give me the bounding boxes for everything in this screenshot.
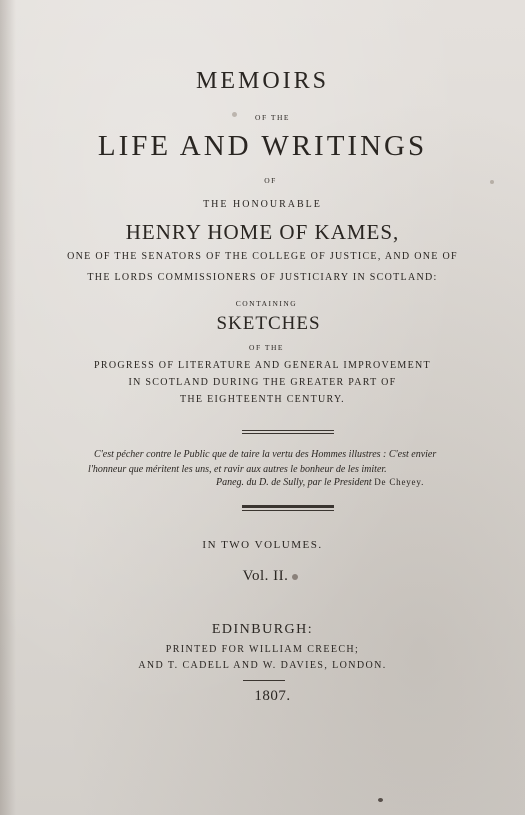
title-of-the-2: OF THE <box>249 343 284 352</box>
in-two-volumes: IN TWO VOLUMES. <box>202 539 323 551</box>
title-henry-home: HENRY HOME OF KAMES, <box>125 220 400 244</box>
epigraph-attribution-prefix: Paneg. du D. de Sully, par le President <box>216 477 372 488</box>
imprint-cadell-davies: AND T. CADELL AND W. DAVIES, LONDON. <box>138 660 387 671</box>
title-the-honourable: THE HONOURABLE <box>203 199 322 210</box>
imprint-year: 1807. <box>254 688 291 704</box>
title-progress-line: PROGRESS OF LITERATURE AND GENERAL IMPROVEMENT <box>94 360 431 371</box>
imprint-short-rule <box>243 680 285 681</box>
epigraph-attribution <box>216 477 424 488</box>
title-life-and-writings: LIFE AND WRITINGS <box>97 130 428 162</box>
imprint-city: EDINBURGH: <box>211 622 314 637</box>
epigraph-attribution-name: De Cheyey. <box>374 477 425 487</box>
title-of: OF <box>264 176 277 185</box>
title-containing: CONTAINING <box>235 299 298 308</box>
volume-number-text: Vol. II. <box>242 568 289 584</box>
divider-thick-rule <box>242 505 334 508</box>
title-century-line: THE EIGHTEENTH CENTURY. <box>180 394 345 405</box>
ink-spot <box>292 574 298 580</box>
volume-number <box>8 568 525 585</box>
title-lords-line: THE LORDS COMMISSIONERS OF JUSTICIARY IN SCOTLAND: <box>87 272 438 283</box>
epigraph-line-2: l'honneur que méritent les uns, et ravir aux autres le bonheur de les imiter. <box>88 464 387 475</box>
divider-rule <box>242 430 334 431</box>
epigraph-line-1: C'est pécher contre le Public que de taire la vertu des Hommes illustres : C'est envier <box>94 449 437 460</box>
title-memoirs: MEMOIRS <box>195 68 330 94</box>
title-senators-line: ONE OF THE SENATORS OF THE COLLEGE OF JUSTICE, AND ONE OF <box>67 251 458 262</box>
divider-rule <box>242 433 334 434</box>
title-scotland-line: IN SCOTLAND DURING THE GREATER PART OF <box>128 377 397 388</box>
divider-thin-rule <box>242 510 334 511</box>
title-of-the: OF THE <box>255 113 290 122</box>
imprint-printed-for: PRINTED FOR WILLIAM CREECH; <box>165 644 360 655</box>
title-sketches: SKETCHES <box>216 313 321 334</box>
foxing-spot <box>378 798 383 802</box>
